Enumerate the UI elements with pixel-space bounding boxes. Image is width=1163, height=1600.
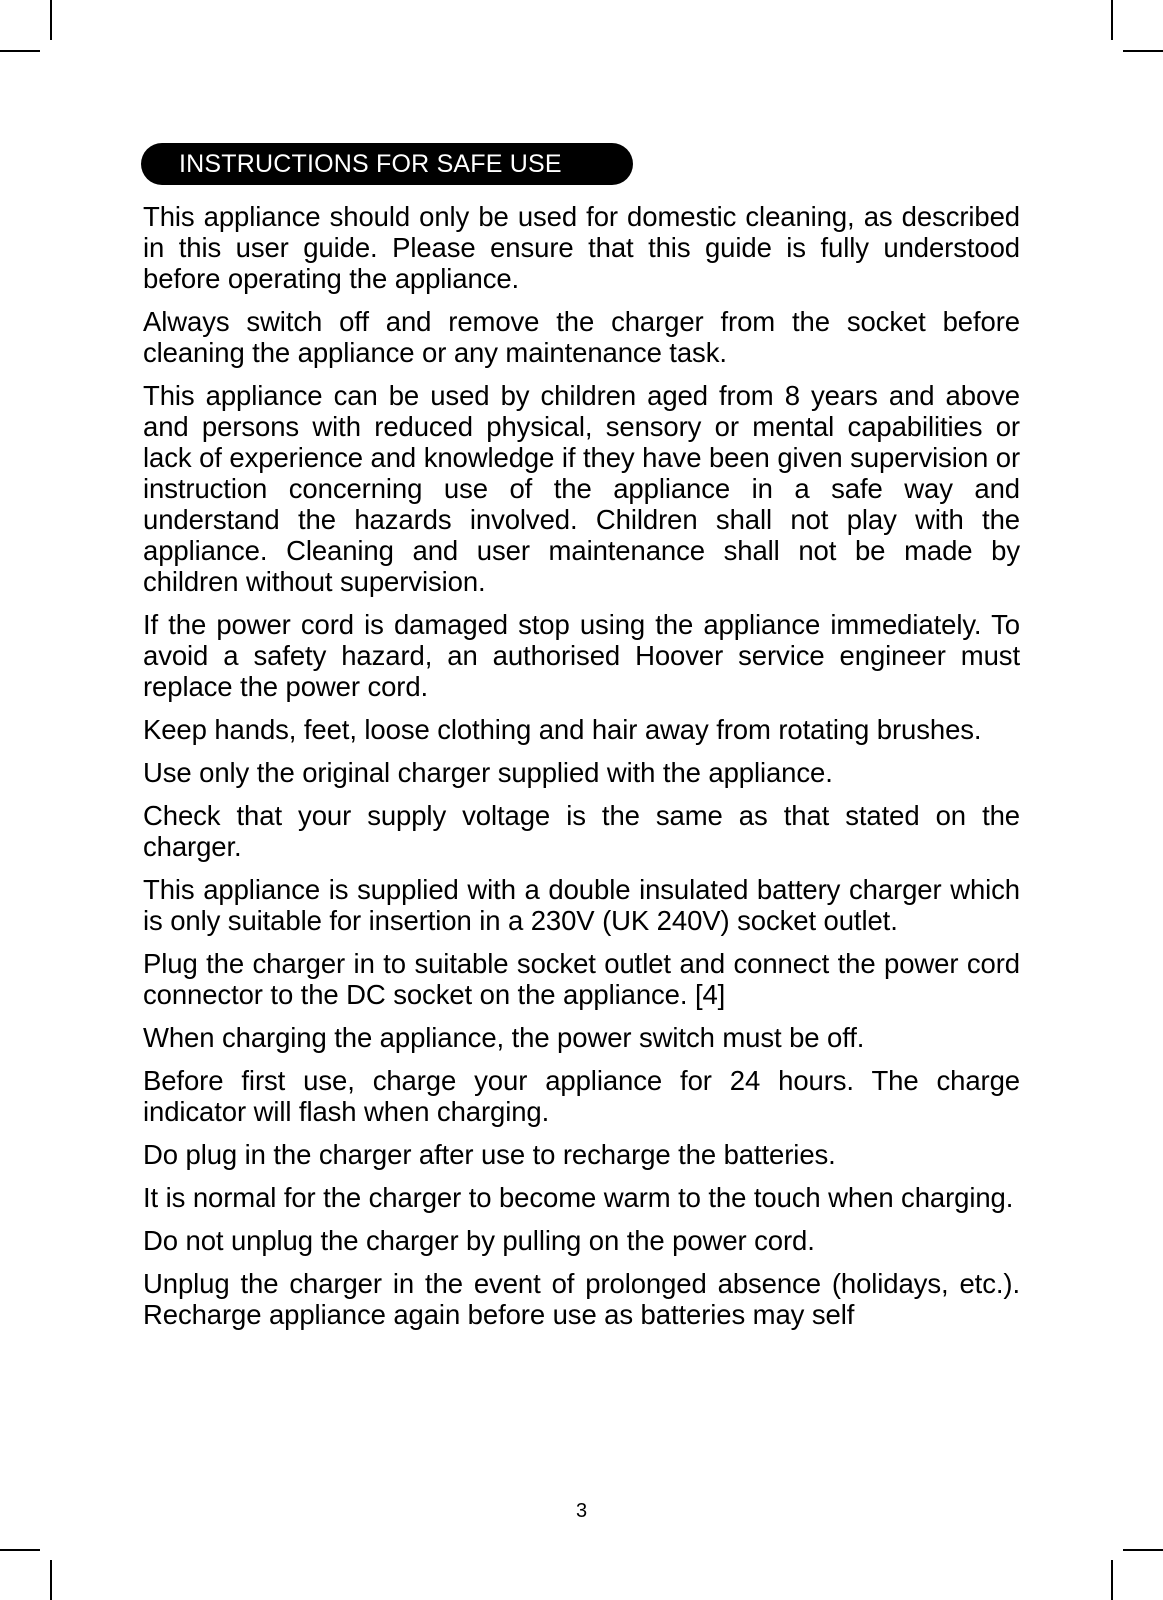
crop-mark [50, 1560, 52, 1600]
paragraph: This appliance is supplied with a double insulated battery charger which is only suitable for insertion in a 230V (UK 240V) socket outlet. [143, 874, 1020, 936]
paragraph: When charging the appliance, the power switch must be off. [143, 1022, 865, 1053]
crop-mark [0, 50, 40, 52]
paragraph: Keep hands, feet, loose clothing and hair away from rotating brushes. [143, 714, 982, 745]
section-heading-text: INSTRUCTIONS FOR SAFE USE [179, 149, 562, 178]
page-number: 3 [575, 1500, 588, 1522]
crop-mark [0, 1549, 40, 1551]
paragraph: It is normal for the charger to become warm to the touch when charging. [143, 1182, 1014, 1213]
crop-mark [1111, 0, 1113, 40]
crop-mark [1123, 1549, 1163, 1551]
section-heading [141, 143, 633, 185]
paragraph: Use only the original charger supplied with the appliance. [143, 757, 833, 788]
paragraph: Before first use, charge your appliance for 24 hours. The charge indicator will flash when charging. [143, 1065, 1020, 1127]
crop-mark [1111, 1560, 1113, 1600]
paragraph: This appliance should only be used for domestic cleaning, as described in this user guide. Please ensure that this guide is fully understood before operating the appliance. [143, 201, 1020, 294]
paragraph: Check that your supply voltage is the same as that stated on the charger. [143, 800, 1020, 862]
paragraph: Plug the charger in to suitable socket outlet and connect the power cord connector to the DC socket on the appliance. [4] [143, 948, 1020, 1010]
paragraph: This appliance can be used by children aged from 8 years and above and persons with reduced physical, sensory or mental capabilities or lack of experience and knowledge if they have been given supervision or instruction concerning use of the appliance in a safe way and understand the hazards involved. Children shall not play with the appliance. Cleaning and user maintenance shall not be made by children without supervision. [143, 380, 1020, 597]
instructions-body [143, 201, 1020, 1342]
crop-mark [1123, 50, 1163, 52]
paragraph: Unplug the charger in the event of prolonged absence (holidays, etc.). Recharge appliance again before use as batteries may self [143, 1268, 1020, 1330]
paragraph: Always switch off and remove the charger from the socket before cleaning the appliance or any maintenance task. [143, 306, 1020, 368]
paragraph: If the power cord is damaged stop using the appliance immediately. To avoid a safety hazard, an authorised Hoover service engineer must replace the power cord. [143, 609, 1020, 702]
crop-mark [50, 0, 52, 40]
paragraph: Do plug in the charger after use to recharge the batteries. [143, 1139, 836, 1170]
paragraph: Do not unplug the charger by pulling on the power cord. [143, 1225, 815, 1256]
